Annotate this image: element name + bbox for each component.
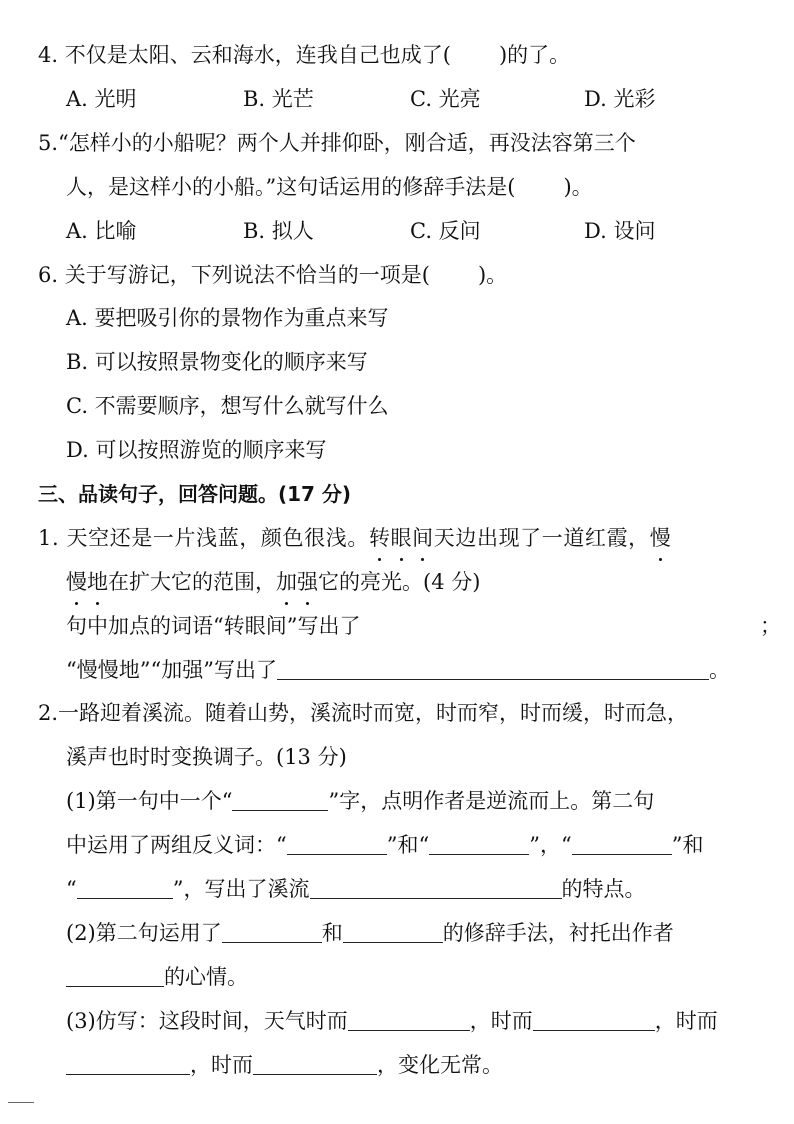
q5-stem-line1 xyxy=(38,128,636,158)
q5-option-c[interactable]: C. 反问 xyxy=(410,219,481,243)
q5-line1-text: “怎样小的小船呢？两个人并排仰卧，刚合适，再没法容第三个 xyxy=(58,131,636,155)
q6-option-d[interactable]: D. 可以按照游览的顺序来写 xyxy=(66,438,327,462)
s2-p2-text-a: (2)第二句运用了 xyxy=(66,921,222,945)
s2-p1-text-c: 中运用了两组反义词：“ xyxy=(66,833,287,857)
s1-question-b xyxy=(66,655,730,685)
s1-dotted-word-jiaqiang: 加强 xyxy=(276,570,318,594)
s2-p3-blank-3[interactable] xyxy=(66,1054,190,1075)
q6-option-b[interactable]: B. 可以按照景物变化的顺序来写 xyxy=(66,350,368,374)
s2-p3-blank-1[interactable] xyxy=(348,1010,470,1031)
s2-p3-text-b: ，时而 xyxy=(469,1009,533,1033)
q5-line2-text-b: )。 xyxy=(563,175,593,199)
s2-p1-text-g: “ xyxy=(66,877,77,901)
s1-question-a xyxy=(66,611,360,641)
q6-stem xyxy=(38,260,507,290)
s2-p1-blank-6[interactable] xyxy=(310,878,562,899)
q5-line2-text-a: 人，是这样小的小船。”这句话运用的修辞手法是( xyxy=(66,175,516,199)
s1-dotted-word-manmandi: 慢地 xyxy=(66,570,108,594)
s2-p1-blank-2[interactable] xyxy=(287,834,387,855)
s1-line1-text-b: 天边出现了一道红霞， xyxy=(433,526,650,550)
q4-number: 4. xyxy=(38,43,59,67)
s1-number: 1. xyxy=(38,526,60,550)
s2-p1-blank-4[interactable] xyxy=(572,834,672,855)
s2-part1-line3 xyxy=(66,874,646,904)
q4-option-a[interactable]: A. 光明 xyxy=(66,87,137,111)
s2-p2-text-b: 和 xyxy=(321,921,343,945)
s2-part3-line1 xyxy=(66,1006,718,1036)
s1-question-b-end: 。 xyxy=(708,658,730,682)
s2-part1-line2 xyxy=(66,830,703,860)
s2-part3-line2 xyxy=(66,1050,503,1080)
s2-p3-text-c: ，时而 xyxy=(654,1009,718,1033)
s1-line1-text-a: 天空还是一片浅蓝，颜色很浅。 xyxy=(66,526,369,550)
q4-option-c[interactable]: C. 光亮 xyxy=(410,87,481,111)
s2-p1-text-d: ”和“ xyxy=(386,833,430,857)
s1-passage-line1 xyxy=(38,523,671,553)
section-3-title: 三、品读句子，回答问题。(17 分) xyxy=(38,482,352,506)
q5-option-a[interactable]: A. 比喻 xyxy=(66,219,137,243)
s2-p2-text-c: 的修辞手法，衬托出作者 xyxy=(442,921,674,945)
s2-p1-text-e: ”，“ xyxy=(529,833,572,857)
s2-line1-text: 一路迎着溪流。随着山势，溪流时而宽，时而窄，时而缓，时而急， xyxy=(58,701,689,725)
s2-p1-text-h: ”，写出了溪流 xyxy=(172,877,310,901)
s1-dotted-word-zhuanyanjian: 转眼间 xyxy=(369,526,434,550)
s2-passage-line2: 溪声也时时变换调子。(13 分) xyxy=(66,745,347,769)
s2-p3-text-a: (3)仿写：这段时间，天气时而 xyxy=(66,1009,348,1033)
s2-p3-text-e: ，变化无常。 xyxy=(377,1053,503,1077)
s2-p2-blank-2[interactable] xyxy=(343,922,443,943)
q5-option-b[interactable]: B. 拟人 xyxy=(243,219,314,243)
q5-number: 5. xyxy=(38,131,59,155)
s1-answer-blank-b[interactable] xyxy=(277,659,709,680)
q6-option-a[interactable]: A. 要把吸引你的景物作为重点来写 xyxy=(66,306,389,330)
s2-p1-text-b: ”字，点明作者是逆流而上。第二句 xyxy=(328,789,655,813)
s2-part2-line1 xyxy=(66,918,674,948)
s2-p3-text-d: ，时而 xyxy=(190,1053,253,1077)
s1-dotted-char-man: 慢 xyxy=(650,523,672,553)
s2-part1-line1 xyxy=(66,786,654,816)
page-corner-mark xyxy=(8,1102,34,1103)
s2-p1-blank-3[interactable] xyxy=(429,834,529,855)
s2-part2-line2 xyxy=(66,962,248,992)
s2-number: 2. xyxy=(38,701,59,725)
q4-stem-text-a: 不仅是太阳、云和海水，连我自己也成了( xyxy=(64,43,451,67)
s2-p3-blank-2[interactable] xyxy=(533,1010,655,1031)
s1-question-a-end: ； xyxy=(760,614,781,638)
q4-stem-text-b: )的了。 xyxy=(498,43,571,67)
s1-passage-line2 xyxy=(66,567,480,597)
s2-passage-line1 xyxy=(38,698,688,728)
q5-stem-line2 xyxy=(66,172,593,202)
q6-number: 6. xyxy=(38,263,59,287)
s1-line2-text-b: 它的亮光。(4 分) xyxy=(318,570,481,594)
q6-option-c[interactable]: C. 不需要顺序，想写什么就写什么 xyxy=(66,394,389,418)
q5-option-d[interactable]: D. 设问 xyxy=(584,219,656,243)
q4-stem xyxy=(38,40,570,70)
q6-stem-text-a: 关于写游记，下列说法不恰当的一项是( xyxy=(64,263,430,287)
s2-p1-text-a: (1)第一句中一个“ xyxy=(66,789,233,813)
s2-p1-text-f: ”和 xyxy=(671,833,704,857)
s2-p1-blank-1[interactable] xyxy=(232,790,328,811)
s1-line2-text-a: 在扩大它的范围， xyxy=(108,570,276,594)
s2-p1-blank-5[interactable] xyxy=(77,878,173,899)
s2-p2-text-d: 的心情。 xyxy=(164,965,248,989)
s1-question-a-text: 句中加点的词语“转眼间”写出了 xyxy=(66,614,361,638)
s2-p3-blank-4[interactable] xyxy=(253,1054,377,1075)
s2-p2-blank-3[interactable] xyxy=(66,966,164,987)
q4-option-b[interactable]: B. 光芒 xyxy=(243,87,314,111)
q6-stem-text-b: )。 xyxy=(477,263,508,287)
q4-option-d[interactable]: D. 光彩 xyxy=(584,87,656,111)
s2-p2-blank-1[interactable] xyxy=(222,922,322,943)
s1-question-b-text: “慢慢地”“加强”写出了 xyxy=(66,658,277,682)
s2-p1-text-i: 的特点。 xyxy=(561,877,646,901)
